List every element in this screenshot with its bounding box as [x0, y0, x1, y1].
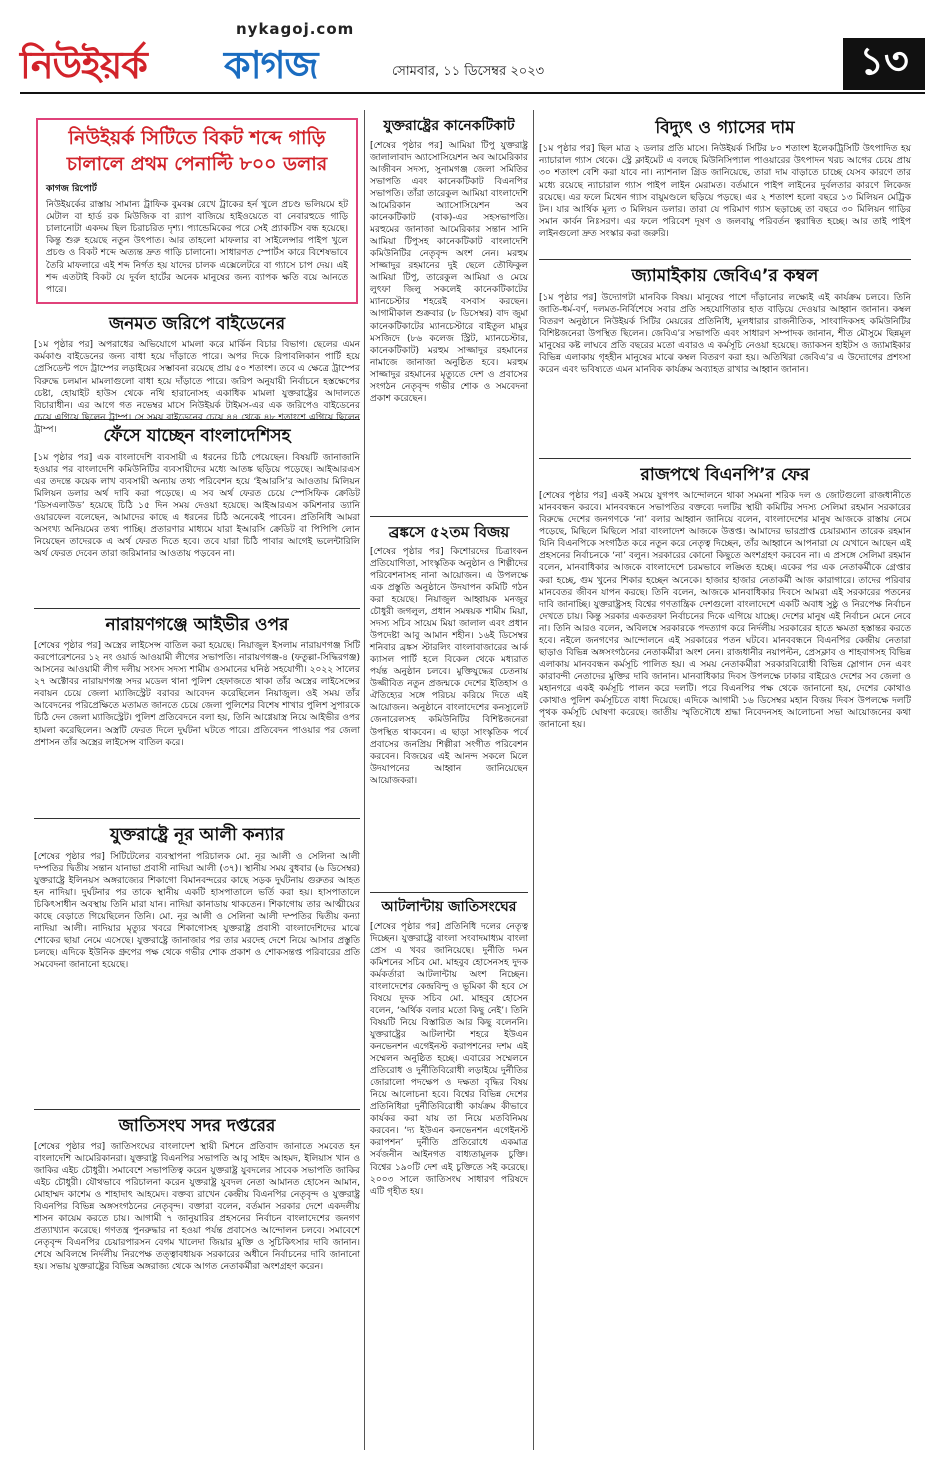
article-text: [১ম পৃষ্ঠার পর] এক বাংলাদেশি ব্যবসায়ী এ ধরনের চিঠি পেয়েছেন। বিষয়টি জানাজানি হওয়ার পর বাংলাদেশি কমিউনিটির ব্যবসায়ীদের মধ্যে আতঙ্ক ছড়িয়ে পড়েছে। আইআরএস এর তদন্তে কয়েক লাখ ব্যবসায়ী অন্যায় তথ্য পরিবেশন হয়ে ‘ইআরসি’র আওতায় মিলিয়ন মিলিয়ন ডলার অর্থ দাবি করা পড়েছে। এ সব অর্থ ফেরত চেয়ে স্পেসিফিক ক্রেডিট ‘ডিসএলাউড’ হয়েছে চিঠি ১৫ দিন সময় দেওয়া হয়েছে। আইআরএস কমিশনার ড্যানি ওয়ারফেল বলেছেন, আমাদের কাছে এ ধরনের চিঠি অনেকেই পাবেন। প্রতিনিধি আমরা অসংখ্য অনিয়মের তথ্য পাচ্ছি। প্রতারণার মাধ্যমে যারা ইআরসি ক্রেডিট বা পিপিপি লোন নিয়েছেন তাদেরকে এ অর্থ ফেরত দিতে হবে। তবে যারা চিঠি পাবার আগেই ভলেন্টারিলি অর্থ ফেরত দেবেন তারা জরিমানার আওতায় পড়বেন না। — [34, 452, 360, 560]
dateline: সোমবার, ১১ ডিসেম্বর ২০২৩ — [392, 64, 545, 79]
divider — [34, 1109, 360, 1110]
article-headline: জাতিসংঘ সদর দপ্তরের — [118, 1115, 276, 1136]
divider — [370, 516, 528, 517]
article-un-headquarters — [34, 1116, 360, 1441]
article-text: [শেষের পৃষ্ঠার পর] সিটিটেলের ব্যবস্থাপনা পরিচালক মো. নূর আলী ও সেলিনা আলী দম্পতির দ্বিতীয় সন্তান যানাভা প্রবাসী নাদিয়া আলী (৩৭)। স্থানীয় সময় বুধবার (৬ ডিসেম্বর) যুক্তরাষ্ট্রে ইলিনয়স অঙ্গরাজ্যের শিকাগো বিমানবন্দরের কাছে সড়ক দুর্ঘটনায় গুরুতর আহত হন নাদিয়া। দুর্ঘটনার পর তাকে স্থানীয় একটি হাসপাতালে ভর্তি করা হয়। হাসপাতালে চিকিৎসাধীন অবস্থায় তিনি মারা যান। নাদিয়া কানাডায় থাকতেন। শিকাগোয় তার আত্মীয়ের কাছে বেড়াতে গিয়েছিলেন তিনি। মো. নূর আলী ও সেলিনা আলী দম্পতির দ্বিতীয় কন্যা নাদিয়া আলী। নাদিয়ার মৃত্যুর খবরে শিকাগোসহ যুক্তরাষ্ট্র প্রবাসী বাংলাদেশিদের মাঝে শোকের ছায়া নেমে এসেছে। যুক্তরাষ্ট্রে জানাজার পর তার মরদেহ দেশে নিয়ে আসার প্রস্তুতি চলছে। এদিকে ইউনিক গ্রুপের পক্ষ থেকে গভীর শোক প্রকাশ ও শোকসন্তপ্ত পরিবারের প্রতি সমবেদনা জানানো হয়েছে। — [34, 851, 360, 970]
column-1 — [34, 312, 360, 1447]
site-url: nykagoj.com — [236, 20, 355, 38]
article-bangladeshi-irs — [34, 426, 360, 601]
article-headline: ব্রঙ্কসে ৫২তম বিজয় — [388, 522, 510, 541]
article-headline: যুক্তরাষ্ট্রে নূর আলী কন্যার — [109, 825, 285, 846]
article-atlanta-un — [370, 899, 528, 1391]
column-rule — [533, 110, 534, 1450]
masthead-rule — [20, 92, 925, 94]
divider — [539, 259, 911, 260]
article-headline: নারায়ণগঞ্জে আইভীর ওপর — [105, 614, 289, 635]
article-bronx-victory — [370, 523, 528, 886]
article-jamaica-blanket — [539, 266, 911, 451]
article-headline: যুক্তরাষ্ট্রের কানেকটিকাট — [383, 118, 515, 134]
article-nur-ali-daughter — [34, 825, 360, 1102]
column-2 — [370, 116, 528, 1446]
divider — [370, 892, 528, 893]
divider — [34, 608, 360, 609]
masthead — [20, 20, 925, 90]
page-number: ১৩ — [843, 38, 925, 90]
article-headline: আটলান্টায় জাতিসংঘের — [381, 898, 517, 915]
column-3 — [539, 116, 911, 1446]
article-text: [শেষের পৃষ্ঠার পর] একই সময়ে যুগপৎ আন্দোলনে থাকা সমমনা শরিক দল ও জোটগুলো রাজধানীতে মানববন্ধন করবে। মানববন্ধনে সভাপতির বক্তব্যে দলটির স্থায়ী কমিটির সদস্য সেলিমা রহমান সরকারের বিরুদ্ধে দেশের জনগণকে ‘না’ বলার আহ্বান জানিয়ে বলেন, বাংলাদেশের মানুষ আজকে রাস্তায় নেমে পড়েছে, মিছিলে মিছিলে সারা বাংলাদেশ আজকে উত্তপ্ত। আমাদের ভারপ্রাপ্ত চেয়ারম্যান তারেক রহমান যিনি বিএনপিকে সংগঠিত করে নতুন করে নেতৃত্ব দিচ্ছেন, তাঁর আহ্বানে আপনারা যে যেখানে আছেন এই প্রহসনের নির্বাচনকে ‘না’ বলুন। সরকারের কোনো কিছুতে অংশগ্রহণ করবেন না। এ প্রসঙ্গে সেলিমা রহমান বলেন, মানবাধিকার আজকে বাংলাদেশে চরমভাবে লঙ্ঘিত হচ্ছে। একের পর এক নেতাকর্মীকে গ্রেপ্তার করা হচ্ছে, গুম খুনের শিকার হচ্ছেন অনেকে। হাজার হাজার নেতাকর্মী আজ কারাগারে। তাদের পরিবার মানবেতর জীবন যাপন করছে। তিনি বলেন, আজকে মানবাধিকার দিবসে আমরা এই সরকারের পতনের দাবি জানাচ্ছি। যুক্তরাষ্ট্রসহ বিশ্বের গণতান্ত্রিক দেশগুলো বাংলাদেশে একটি অবাধ সুষ্ঠু ও নিরপেক্ষ নির্বাচন দেখতে চায়। কিন্তু সরকার একতরফা নির্বাচনের দিকে এগিয়ে যাচ্ছে। দেশের মানুষ এই নির্বাচন মেনে নেবে না। তিনি আরও বলেন, অবিলম্বে সরকারকে পদত্যাগ করে নির্দলীয় সরকারের হাতে ক্ষমতা হস্তান্তর করতে হবে। নইলে জনগণের আন্দোলনে এই সরকারের পতন ঘটবে। মানববন্ধনে বিএনপির কেন্দ্রীয় নেতারা ছাড়াও বিভিন্ন অঙ্গসংগঠনের নেতাকর্মীরা অংশ নেন। রাজধানীর নয়াপল্টন, প্রেসক্লাব ও শাহবাগসহ বিভিন্ন এলাকায় মানববন্ধন কর্মসূচি পালিত হয়। এ সময় নেতাকর্মীরা সরকারবিরোধী বিভিন্ন স্লোগান দেন এবং কারাবন্দী নেতাদের মুক্তির দাবি জানান। মানবাধিকার দিবস উপলক্ষে ঢাকার বাইরেও দেশের সব জেলা ও মহানগরে একই কর্মসূচি পালন করে দলটি। পরে বিএনপির পক্ষ থেকে জানানো হয়, দেশের কোথাও কোথাও পুলিশ কর্মসূচিতে বাধা দিয়েছে। এদিকে আগামী ১৬ ডিসেম্বর মহান বিজয় দিবস উপলক্ষে দলটি পৃথক কর্মসূচি ঘোষণা করেছে। জাতীয় স্মৃতিসৌধে শ্রদ্ধা নিবেদনসহ আলোচনা সভা আয়োজনের কথা জানানো হয়। — [539, 491, 911, 731]
article-text: [১ম পৃষ্ঠার পর] উদ্যোগটা মানবিক বিষয়। মানুষের পাশে দাঁড়ানোর লক্ষ্যেই এই কার্যক্রম চলবে। তিনি জাতি-ধর্ম-বর্ণ, দলমত-নির্বিশেষে সবার প্রতি সহযোগিতার হাত বাড়িয়ে দেওয়ার আহ্বান জানান। কম্বল বিতরণ অনুষ্ঠানে নিউইয়র্ক সিটির মেয়রের প্রতিনিধি, মূলধারার রাজনীতিক, সাংবাদিকসহ কমিউনিটির বিশিষ্টজনেরা উপস্থিত ছিলেন। জেবিএ’র সভাপতি এবং সাধারণ সম্পাদক জানান, শীত মৌসুমে ছিন্নমূল মানুষের কষ্ট লাঘবে প্রতি বছরের মতো এবারও এ কর্মসূচি নেওয়া হয়েছে। জ্যাকসন হাইটস ও জ্যামাইকার বিভিন্ন এলাকায় গৃহহীন মানুষের মাঝে কম্বল বিতরণ করা হয়। অতিথিরা জেবিএ’র এ উদ্যোগের প্রশংসা করেন এবং ভবিষ্যতে এমন মানবিক কার্যক্রম অব্যাহত রাখার আহ্বান জানান। — [539, 292, 911, 376]
article-text: [১ম পৃষ্ঠার পর] ছিল মাত্র ২ ডলার প্রতি মাসে। নিউইয়র্ক সিটির ৮০ শতাংশ ইলেকট্রিসিটি উৎপাদিত হয় ন্যাচারাল গ্যাস থেকে। স্ট্রে ক্লাইমেট এ বলছে মিউনিসিপ্যাল পাওয়ারের উৎপাদন খরচ আগের চেয়ে প্রায় ৩০ শতাংশ বেশি করা যাবে না। ন্যাশনাল গ্রিড জানিয়েছে, তারা দাম বাড়াতে চাচ্ছে যেসব কারণে তার মধ্যে রয়েছে ন্যাচারাল গ্যাস পাইপ লাইন মেরামত। বর্তমানে পাইপ লাইনের দুর্বলতার কারণে লিকেজ রয়েছে। এর ফলে মিথেন গ্যাস বায়ুমণ্ডলে ছড়িয়ে পড়ছে। এর ২ শতাংশ হলো বছরে ১৩ মিলিয়ন মেট্রিক টন। যার আর্থিক মূল্য ৩ মিলিয়ন ডলার। তারা যে পরিমাণ গ্যাস ছড়াচ্ছে তা বছরে ৩০ মিলিয়ন গাড়ির সমান কার্বন নিঃসরণ। এর ফলে পরিবেশ দূষণ ও জলবায়ু পরিবর্তন ত্বরান্বিত হচ্ছে। আর তাই পাইপ লাইনগুলো দ্রুত সংস্কার করা জরুরি। — [539, 144, 911, 239]
article-headline: বিদ্যুৎ ও গ্যাসের দাম — [655, 118, 795, 138]
article-text: [শেষের পৃষ্ঠার পর] জাতিসংঘের বাংলাদেশ স্থায়ী মিশনে প্রতিবাদ জানাতে সমবেত হন বাংলাদেশি আমেরিকানরা। যুক্তরাষ্ট্র বিএনপির সভাপতি আবু সাইদ আহমদ, ইলিয়াস খান ও জাকির এইচ চৌধুরী। সমাবেশে সভাপতিত্ব করেন যুক্তরাষ্ট্র যুবদলের সাবেক সভাপতি জাকির এইচ চৌধুরী। যৌথভাবে পরিচালনা করেন যুক্তরাষ্ট্র যুবদল নেতা আমানত হোসেন আমান, মোহাম্মদ কাশেম ও শাহাদাৎ আহমেদ। বক্তব্য রাখেন কেন্দ্রীয় বিএনপির নেতৃবৃন্দ ও যুক্তরাষ্ট্র বিএনপির বিভিন্ন অঙ্গসংগঠনের নেতৃবৃন্দ। বক্তারা বলেন, বর্তমান সরকার দেশে একদলীয় শাসন কায়েম করতে চায়। আগামী ৭ জানুয়ারির প্রহসনের নির্বাচন বাংলাদেশের জনগণ প্রত্যাখ্যান করেছে। গণতন্ত্র পুনরুদ্ধার না হওয়া পর্যন্ত প্রবাসেও আন্দোলন চলবে। সমাবেশে নেতৃবৃন্দ বিএনপির চেয়ারপারসন বেগম খালেদা জিয়ার মুক্তি ও সুচিকিৎসার দাবি জানান। শেষে অবিলম্বে নির্দলীয় নিরপেক্ষ তত্ত্বাবধায়ক সরকারের অধীনে নির্বাচনের দাবি জানানো হয়। সভায় যুক্তরাষ্ট্রের বিভিন্ন অঙ্গরাজ্য থেকে আগত নেতাকর্মীরা অংশগ্রহণ করেন। — [34, 1141, 360, 1273]
article-electricity-gas-price — [539, 118, 911, 253]
lead-byline: কাগজ রিপোর্ট — [46, 184, 97, 195]
article-headline: জনমত জরিপে বাইডেনের — [108, 314, 286, 334]
article-text: [শেষের পৃষ্ঠার পর] প্রতিনিধি দলের নেতৃত্ব দিচ্ছেন। যুক্তরাষ্ট্রে বাংলা সংবাদমাধ্যম বাংলা প্রেস এ খবর জানিয়েছে। দুর্নীতি দমন কমিশনের সচিব মো. মাহবুব হোসেনসহ দুদক কর্মকর্তারা আটলান্টায় অংশ নিচ্ছেন। বাংলাদেশের কেন্দ্রবিন্দু ও ভূমিকা কী হবে সে বিষয়ে দুদক সচিব মো. মাহবুব হোসেন বলেন, ‘অর্থিক বলার মতো কিছু নেই’। তিনি বিষয়টি নিয়ে বিস্তারিত আর কিছু বলেননি। যুক্তরাষ্ট্রের আটলান্টা শহরে ইউএন কনভেনশন এগেইনস্ট করাপশনের দশম এই সম্মেলন অনুষ্ঠিত হচ্ছে। এবারের সম্মেলনে প্রতিরোধ ও দুর্নীতিবিরোধী লড়াইয়ে দুর্নীতির জোরালো পদক্ষেপ ও দক্ষতা বৃদ্ধির বিষয় নিয়ে আলোচনা হবে। বিশ্বের বিভিন্ন দেশের প্রতিনিধিরা দুর্নীতিবিরোধী কার্যক্রম কীভাবে কার্যকর করা যায় তা নিয়ে মতবিনিময় করবেন। ‘দ্য ইউএন কনভেনশন এগেইনস্ট করাপশন’ দুর্নীতি প্রতিরোধে একমাত্র সর্বজনীন আইনগত বাধ্যতামূলক চুক্তি। বিশ্বের ১৯০টি দেশ এই চুক্তিতে সই করেছে। ২০০৩ সালে জাতিসংঘ সাধারণ পরিষদে এটি গৃহীত হয়। — [370, 921, 528, 1197]
logo-newyork: নিউইয়র্ক — [20, 43, 147, 87]
divider — [34, 818, 360, 819]
article-text: [শেষের পৃষ্ঠার পর] কিশোরদের চিত্রাংকন প্রতিযোগিতা, সাংস্কৃতিক অনুষ্ঠান ও শিল্পীদের পরিবেশনাসহ নানা আয়োজন। এ উপলক্ষে এক প্রস্তুতি অনুষ্ঠানে উদযাপন কমিটি গঠন করা হয়েছে। নিয়াজুল আহ্বায়ক মনজুর চৌধুরী জগলুল, প্রধান সমন্বয়ক শামীম মিয়া, সদস্য সচিব সায়েম মিয়া জালাল এবং প্রধান উপদেষ্টা আবু আমান শহীন। ১৬ই ডিসেম্বর শনিবার ব্রঙ্কস স্টারলিং বাংলাবাজারের আর্ক ক্যাসল পার্টি হলে বিকেল থেকে মধ্যরাত পর্যন্ত অনুষ্ঠান চলবে। মুক্তিযুদ্ধের চেতনায় উজ্জীবিত নতুন প্রজন্মকে দেশের ইতিহাস ও ঐতিহ্যের সঙ্গে পরিচয় করিয়ে দিতে এই আয়োজন। অনুষ্ঠানে বাংলাদেশের কনস্যুলেট জেনারেলসহ কমিউনিটির বিশিষ্টজনেরা উপস্থিত থাকবেন। এ ছাড়া সাংস্কৃতিক পর্বে প্রবাসের জনপ্রিয় শিল্পীরা সংগীত পরিবেশন করবেন। বিজয়ের এই আনন্দ সকলে মিলে উদযাপনের আহ্বান জানিয়েছেন আয়োজকরা। — [370, 546, 528, 786]
logo-kagoj: কাগজ — [224, 43, 318, 87]
column-rule — [364, 110, 365, 1450]
article-connecticut — [370, 118, 528, 510]
article-text: [শেষের পৃষ্ঠার পর] অস্ত্রের লাইসেন্স বাতিল করা হয়েছে। নিয়াজুল ইসলাম নারায়ণগঞ্জ সিটি করপোরেশনের ১২ নং ওয়ার্ড আওয়ামী লীগের সভাপতি। নারায়ণগঞ্জ-৪ (ফতুল্লা-সিদ্ধিরগঞ্জ) আসনের আওয়ামী লীগ দলীয় সংসদ সদস্য শামীম ওসমানের ঘনিষ্ঠ সহযোগী। ২০২২ সালের ২৭ অক্টোবর নারায়ণগঞ্জ সদর মডেল থানা পুলিশ হেফাজতে থাকা তাঁর অস্ত্রের লাইসেন্সের নবায়ন চেয়ে জেলা ম্যাজিস্ট্রেট বরাবর আবেদন করেছিলেন নিয়াজুল। ওই সময় তাঁর আবেদনের পরিপ্রেক্ষিতে মতামত জানতে চেয়ে জেলা পুলিশের বিশেষ শাখার পুলিশ সুপারকে চিঠি দেন জেলা ম্যাজিস্ট্রেট। পুলিশ প্রতিবেদনে বলা হয়, তিনি আগ্নেয়াস্ত্র নিয়ে আইভীর ওপর হামলা করেছিলেন। অস্ত্রটি ফেরত দিলে দুর্ঘটনা ঘটতে পারে। প্রতিবেদন পাওয়ার পর জেলা প্রশাসন তাঁর অস্ত্রের লাইসেন্স বাতিল করে। — [34, 641, 360, 748]
article-text: [১ম পৃষ্ঠার পর] অপরাধের অভিযোগে মামলা করে মার্কিন বিচার বিভাগ। ছেলের এমন কর্মকাণ্ড বাইডেনের জন্য বাধা হয়ে দাঁড়াতে পারে। অপর দিকে রিপাবলিকান পার্টি হয়ে প্রেসিডেন্ট পদে ট্রাম্পের লড়াইয়ের সম্ভাবনা রয়েছে প্রায় ৫০ শতাংশ। তবে এ ক্ষেত্রে ট্রাম্পের বিরুদ্ধে চলমান মামলাগুলো বাধা হয়ে দাঁড়াতে পারে। জরিপ অনুযায়ী নির্বাচনে হস্তক্ষেপের চেষ্টা, হোয়াইট হাউস থেকে নথি হারানোসহ একাধিক মামলা যুক্তরাষ্ট্রের আদালতে বিচারাধীন। এর আগে গত নভেম্বর মাসে নিউইয়র্ক টাইমস-এর এক জরিপেও বাইডেনের চেয়ে এগিয়ে ছিলেন ট্রাম্প। সে সময় বাইডেনের চেয়ে ৪৪ থেকে ৪৮ শতাংশে এগিয়ে ছিলেন ট্রাম্প। — [34, 340, 360, 435]
divider — [539, 458, 911, 459]
article-headline: জ্যামাইকায় জেবিএ’র কম্বল — [631, 266, 819, 287]
article-bnp-street — [539, 465, 911, 1430]
article-biden-poll — [34, 314, 360, 435]
article-headline: রাজপথে বিএনপি’র ফের — [640, 464, 810, 485]
lead-text: নিউইয়র্কের রাস্তায় সামান্য ট্রাফিক বুমবক্স রেখে ট্রাকের হর্ন খুলে প্রচণ্ড ভলিয়মে হট মেটাল বা হার্ড রক মিউজিক বা র‍্যাপ বাজিয়ে হাইওয়েতে বা নেবারহুডে গাড়ি চালানোটা একদম ছিল চিরাচরিত দৃশ্য। প্যান্ডেমিকের পরে সেই প্র্যাকটিস বন্ধ হয়েছে। কিন্তু শুরু হয়েছে নতুন উৎপাত। আর তাহলো মাফলার বা সাইলেন্সার পাইপ খুলে প্রচণ্ড ও বিকট শব্দে অত্যন্ত দ্রুত গাড়ি চালানো। সাধারণত স্পোর্টস কারে বিশেষভাবে তৈরি মাফলারে এই শব্দ নির্গত হয় যাদের চালক এক্সেলেটরে বা গ্যাসে চাপ দেয়। এই শব্দ এতটাই বিকট যে দুর্বল হার্টের অনেক মানুষের জন্য ব্যাপক ক্ষতি বয়ে আনতে পারে। — [46, 200, 348, 295]
article-narayanganj-ivy — [34, 615, 360, 812]
lead-story-box — [36, 118, 358, 304]
article-headline: ফেঁসে যাচ্ছেন বাংলাদেশিসহ — [103, 426, 291, 447]
lead-headline: নিউইয়র্ক সিটিতে বিকট শব্দে গাড়ি চালালে প্রথম পেনাল্টি ৮০০ ডলার — [66, 127, 328, 175]
article-text: [শেষের পৃষ্ঠার পর] আমিয়া টিপু যুক্তরাষ্ট্র জালালাবাদ অ্যাসোসিয়েশন অব আমেরিকার আজীবন সদস্য, সুনামগঞ্জ জেলা সমিতির সভাপতি এবং কানেকটিকাট বিএনপির সভাপতি। তাঁরা তারেকুল আমিয়া বাংলাদেশি আমেরিকান অ্যাসোসিয়েশন অব কানেকটিকাট (বাক)-এর সহসভাপতি। মরহুমের জানাজা আমেরিকার সন্তান সানি আমিয়া টিপুসহ কানেকটিকাট বাংলাদেশি কমিউনিটির নেতৃবৃন্দ অংশ নেন। মরহুম সাজ্জাদুর রহমানের দুই ছেলে তৌফিকুল আমিয়া টিপু, তারেকুল আমিয়া ও মেয়ে লুৎফা জিলু সকলেই কানেকটিকাটের ম্যানচেস্টার শহরেই বসবাস করছেন। আগামীকাল শুক্রবার (৮ ডিসেম্বর) বাদ জুমা কানেকটিকাটের ম্যানচেস্টারে বাইতুল মামুর মসজিদে (৮৬ কলেজ স্ট্রিট, ম্যানচেস্টার, কানেকটিকাট) মরহুম সাজ্জাদুর রহমানের নামাজে জানাজা অনুষ্ঠিত হবে। মরহুম সাজ্জাদুর রহমানের মৃত্যুতে দেশ ও প্রবাসের সংগঠন নেতৃবৃন্দ গভীর শোক ও সমবেদনা প্রকাশ করেছেন। — [370, 140, 528, 404]
